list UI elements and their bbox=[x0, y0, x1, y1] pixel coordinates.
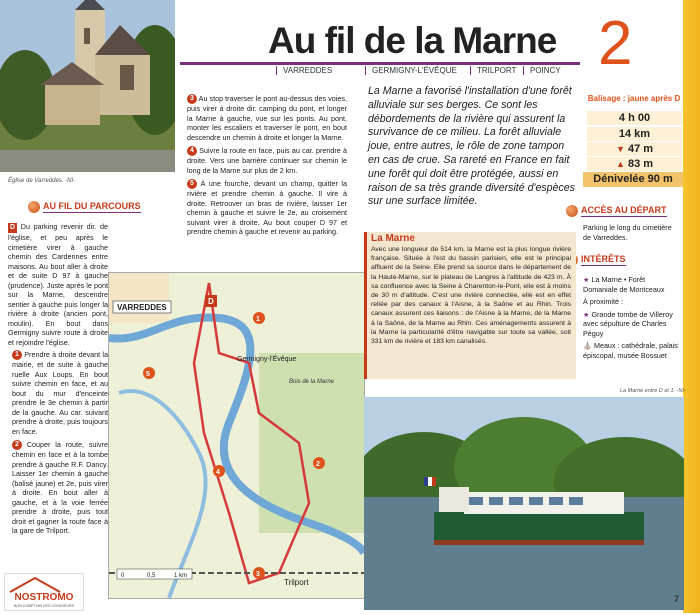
church-photo bbox=[0, 0, 175, 172]
map-scale-1: 1 km bbox=[174, 573, 188, 579]
interets-item: ★ Grande tombe de Villeroy avec sépulture de Charles Péguy bbox=[583, 309, 673, 338]
interets-heading: INTÉRÊTS bbox=[566, 254, 626, 266]
ball-icon bbox=[28, 201, 40, 213]
duration-value: 4 h 00 bbox=[618, 112, 651, 124]
svg-text:3: 3 bbox=[256, 571, 260, 578]
map-label-bois: Bois de la Marne bbox=[289, 379, 335, 385]
map-label-germigny: Germigny-l'Évêque bbox=[237, 356, 297, 363]
town-germigny: GERMIGNY-L'ÉVÊQUE bbox=[365, 66, 457, 75]
parcours-step-5: 5 À une fourche, devant un champ, quitter la rivière et prendre chemin à gauche. Il vire à droite. Retrouver un bras de rivière, laisser 1er chemin à gauche et suivre le 2e, au croisement suivant virer à droite. Au bout couper D 97 et prendre chemin à gauche et revenir au parking. bbox=[187, 179, 348, 237]
step-5-icon: 5 bbox=[187, 179, 197, 189]
svg-text:D: D bbox=[208, 297, 214, 306]
star-icon: ★ bbox=[583, 309, 590, 319]
marne-text: Avec une longueur de 514 km, la Marne est la plus longue rivière française. Située à l'est du bassin parisien, elle est le principal affluent de la Seine. Elle prend sa source dans le département de la Haute-Marne, sur le plateau de Langres à l'altitude de 423 m. À sa confluence avec la Seine à Charenton-le-Pont, elle est à moins de 30 m d'altitude. C'est une rivière connectée, elle est en effet reliée par des canaux à l'Aisne, à la Saône et au Rhin. Trois canaux assurent ces liaisons : de l'Aisne à la Marne, de la Marne à la Saône, de la Marne au Rhin. Ces aménagements assurent à la Marne la particularité d'être navigable sur toute sa vallée, soit 331 km de rivière et 183 km canalisés. bbox=[371, 246, 571, 346]
distance-value: 14 km bbox=[618, 128, 651, 140]
route-number: 2 bbox=[598, 9, 633, 78]
map-scale-05: 0,5 bbox=[147, 573, 156, 579]
parcours-step-4: 4 Suivre la route en face, puis au car. prendre à droite. Vers une barrière continuer sur chemin le long de la Marne sur plus de 2 km. bbox=[187, 146, 348, 175]
town-trilport: TRILPORT bbox=[470, 66, 516, 75]
distance-box bbox=[587, 127, 682, 141]
svg-text:1: 1 bbox=[256, 316, 260, 323]
parcours-heading: AU FIL DU PARCOURS bbox=[28, 201, 141, 213]
acces-text: Parking le long du cimetière de Varreddes. bbox=[583, 223, 672, 242]
logo-text: NOSTROMO bbox=[14, 592, 74, 603]
step-4-icon: 4 bbox=[187, 146, 197, 156]
ascent-value: 83 m bbox=[627, 158, 654, 170]
parcours-steps-3-5 bbox=[187, 94, 347, 237]
map-scale-0: 0 bbox=[121, 573, 125, 579]
boat-photo bbox=[364, 397, 684, 610]
route-map bbox=[108, 272, 365, 599]
acces-heading: ACCÈS AU DÉPART bbox=[566, 205, 667, 217]
denivele-box: Dénivelée 90 m bbox=[583, 172, 683, 187]
church-caption: Église de Varreddes. -NI- bbox=[8, 178, 76, 184]
start-d-icon: D bbox=[9, 224, 16, 231]
step-2-icon: 2 bbox=[12, 440, 22, 450]
ascent-triangle-icon: ▲ bbox=[615, 159, 625, 169]
nostromo-logo bbox=[4, 573, 84, 611]
interets-item: ★ La Marne • Forêt Domaniale de Montceaux bbox=[583, 275, 665, 294]
interets-proximite: À proximité : bbox=[583, 297, 623, 306]
parcours-step-1: 1 Prendre à droite devant la mairie, et de suite à gauche ruelle Aux Loups. En bout suivre chemin en face, et au bout du mur d'enceinte prendre le 3e chemin à partir de la gauche. Au car. suivant prendre à droite, puis toujours en face. bbox=[12, 350, 108, 436]
marne-title: La Marne bbox=[371, 233, 415, 244]
interets-item: ⛪ Meaux : cathédrale, palais épiscopal, musée Bossuet bbox=[583, 341, 678, 360]
logo-subtext: BON COMPTOIR DES VOYAGEURS bbox=[14, 604, 74, 608]
town-poincy: POINCY bbox=[523, 66, 561, 75]
balisage-text: Balisage : jaune après D bbox=[587, 94, 681, 103]
parcours-steps-1-2 bbox=[12, 350, 108, 536]
descent-triangle-icon: ▼ bbox=[615, 144, 625, 154]
map-label-trilport: Trilport bbox=[284, 578, 309, 587]
svg-text:5: 5 bbox=[146, 371, 150, 378]
step-1-icon: 1 bbox=[12, 350, 22, 360]
interets-list bbox=[583, 271, 681, 360]
title-rule bbox=[180, 62, 580, 65]
monument-icon: ⛪ bbox=[583, 341, 592, 350]
page-title: Au fil de la Marne bbox=[268, 20, 557, 61]
descent-value: 47 m bbox=[627, 143, 654, 155]
duration-box bbox=[587, 111, 682, 125]
descent-box bbox=[587, 142, 682, 156]
page-number: 7 bbox=[674, 594, 680, 604]
parcours-step-d: D Du parking revenir dir. de l'église, et peu après le cimetière virer à gauche chemin des Cardennes entre maisons. Au bout aller à droite et de suite D 97 à gauche (prudence). Juste après le pont sur la Marne, descendre sentier à gauche puis longer la rivière à droite (ancien pont, moulin). En bout dans Germigny suivre route à droite et rejoindre l'église. bbox=[8, 222, 109, 347]
boat-caption: La Marne entre D et 1. -NI- bbox=[620, 388, 686, 394]
intro-paragraph: La Marne a favorisé l'installation d'une forêt alluviale sur ses berges. Ce sont les débordements de la rivière qui assurent la survivance de ce milieu. La forêt alluviale joue, entre autres, le rôle de zone tampon en cas de crue. Sa rareté en France en fait une forêt qui doit être protégée, aussi en raison de sa très grande diversité d'espèces sur une surface limitée. bbox=[368, 85, 575, 208]
star-icon: ★ bbox=[583, 275, 590, 284]
parcours-step-2: 2 Couper la route, suivre chemin en face et à la tombe prendre à gauche R.F. Dancy. Laisser 1er chemin à gauche (balisé jaune) et 2e, puis virer à droite. En bout aller à gauche, et à la voie ferrée prendre à droite, puis tout droit et gagner la route face à la gare de Trilport. bbox=[12, 440, 108, 536]
svg-text:4: 4 bbox=[216, 469, 220, 476]
yellow-strip bbox=[683, 0, 700, 613]
svg-text:2: 2 bbox=[316, 461, 320, 468]
marne-box-bar bbox=[364, 232, 367, 379]
ascent-box bbox=[587, 157, 682, 171]
parcours-step-3: 3 Au stop traverser le pont au-dessus des voies, puis virer à droite dir. camping du pont, et longer la Marne à gauche, vue sur les ponts. Au pont, monter les escaliers et traverser le pont, en bout descendre un chemin à droite et longer la Marne. bbox=[187, 94, 347, 142]
map-label-varreddes: VARREDDES bbox=[117, 303, 167, 312]
step-3-icon: 3 bbox=[187, 94, 197, 104]
town-varreddes: VARREDDES bbox=[276, 66, 332, 75]
